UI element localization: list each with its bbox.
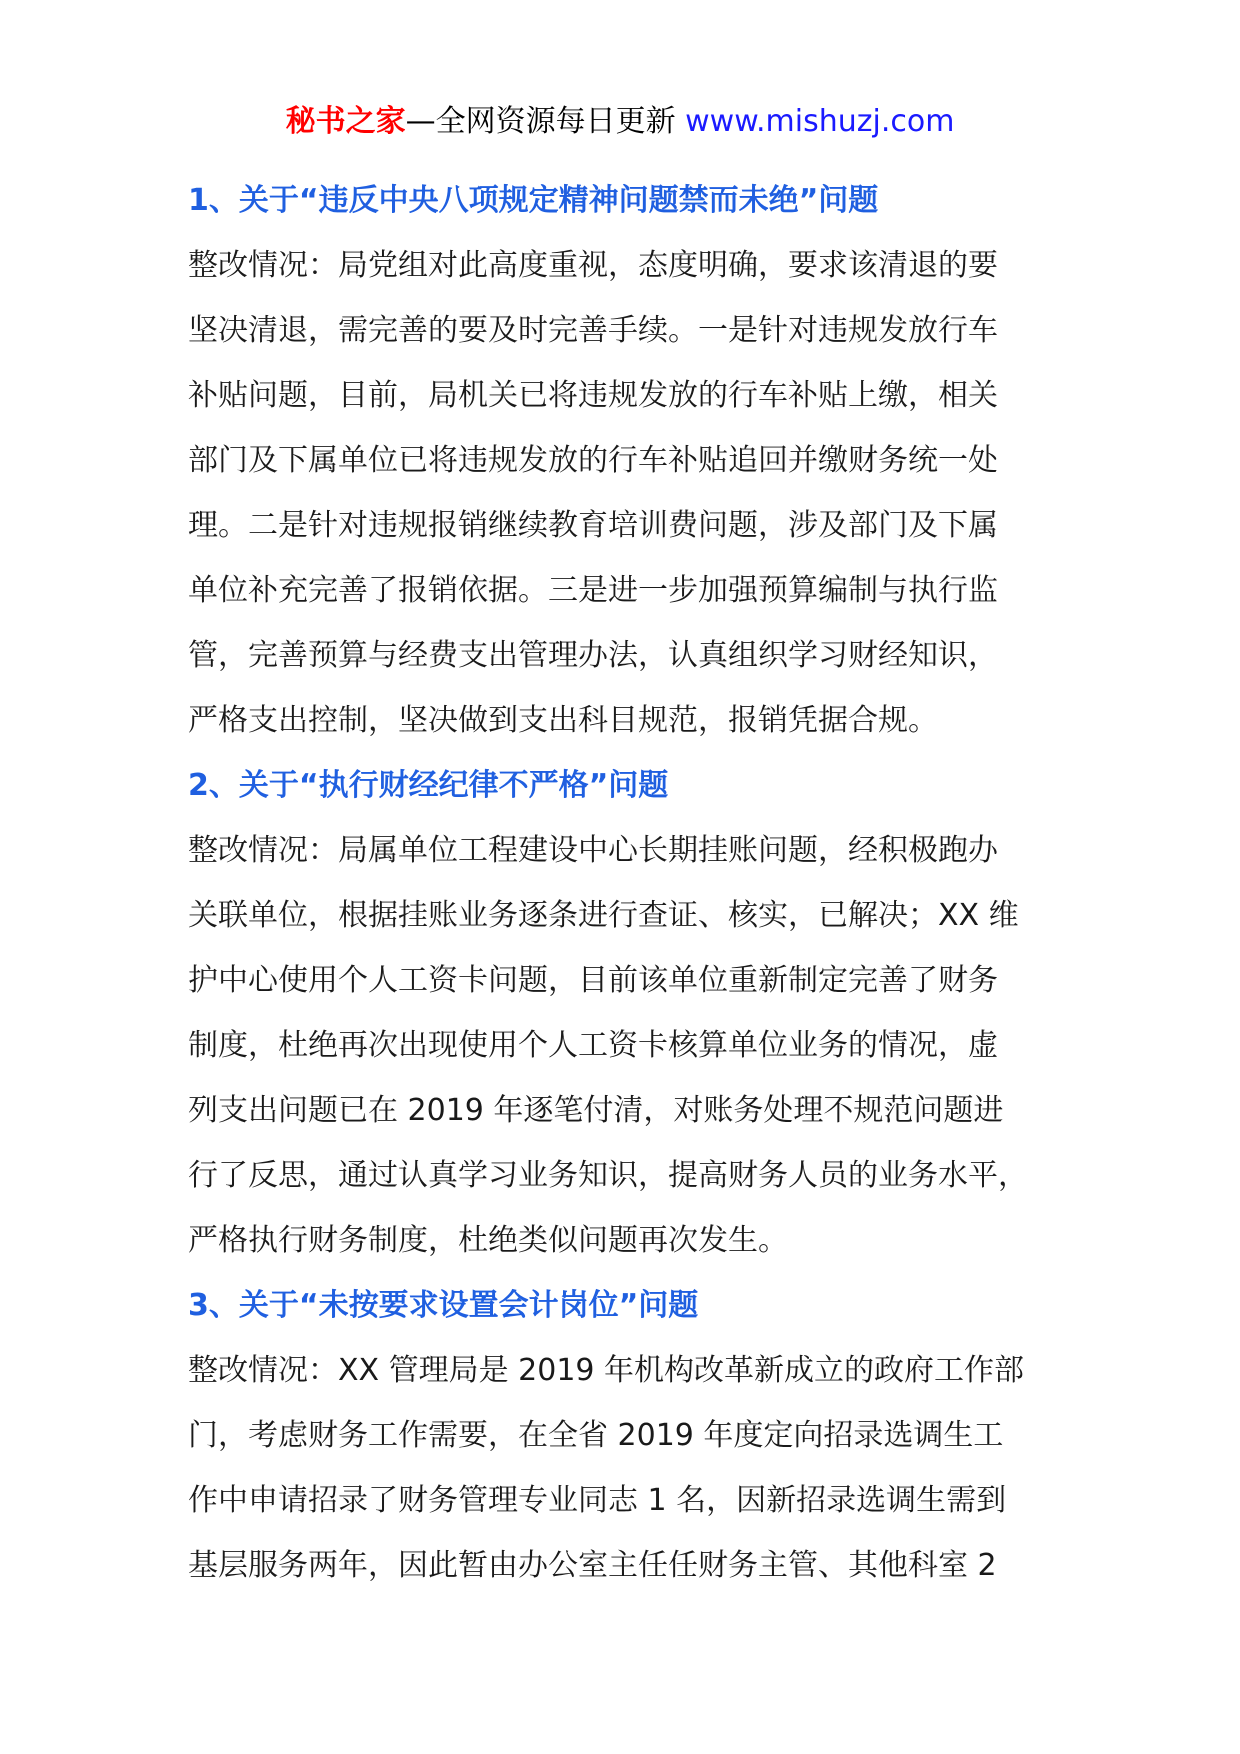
paragraph-line: 坚决清退，需完善的要及时完善手续。一是针对违规发放行车 [188, 313, 998, 348]
paragraph-line: 整改情况：XX 管理局是 2019 年机构改革新成立的政府工作部 [188, 1353, 1025, 1388]
section-heading: 2、关于“执行财经纪律不严格”问题 [188, 768, 669, 803]
paragraph-line: 基层服务两年，因此暂由办公室主任任财务主管、其他科室 2 [188, 1548, 997, 1583]
paragraph-line: 整改情况：局属单位工程建设中心长期挂账问题，经积极跑办 [188, 833, 998, 868]
paragraph-line: 护中心使用个人工资卡问题，目前该单位重新制定完善了财务 [188, 963, 998, 998]
section-paragraph [188, 818, 1068, 1273]
brand-name: 秘书之家 [285, 104, 406, 139]
paragraph-line: 补贴问题，目前，局机关已将违规发放的行车补贴上缴，相关 [188, 378, 998, 413]
paragraph-line: 严格支出控制，坚决做到支出科目规范，报销凭据合规。 [188, 703, 938, 738]
section-paragraph [188, 233, 1068, 753]
paragraph-line: 单位补充完善了报销依据。三是进一步加强预算编制与执行监 [188, 573, 998, 608]
header-slogan: —全网资源每日更新 [405, 104, 676, 139]
paragraph-line: 制度，杜绝再次出现使用个人工资卡核算单位业务的情况，虚 [188, 1028, 998, 1063]
website-link[interactable]: www.mishuzj.com [685, 104, 955, 139]
paragraph-line: 列支出问题已在 2019 年逐笔付清，对账务处理不规范问题进 [188, 1093, 1004, 1128]
section-2 [188, 753, 1068, 1273]
paragraph-line: 门，考虑财务工作需要，在全省 2019 年度定向招录选调生工 [188, 1418, 1004, 1453]
paragraph-line: 理。二是针对违规报销继续教育培训费问题，涉及部门及下属 [188, 508, 998, 543]
section-heading: 3、关于“未按要求设置会计岗位”问题 [188, 1288, 699, 1323]
section-paragraph [188, 1338, 1068, 1598]
paragraph-line: 严格执行财务制度，杜绝类似问题再次发生。 [188, 1223, 788, 1258]
section-1 [188, 168, 1068, 753]
paragraph-line: 部门及下属单位已将违规发放的行车补贴追回并缴财务统一处 [188, 443, 998, 478]
paragraph-line: 行了反思，通过认真学习业务知识，提高财务人员的业务水平， [188, 1158, 1028, 1193]
page-header [0, 98, 1240, 146]
paragraph-line: 整改情况：局党组对此高度重视，态度明确，要求该清退的要 [188, 248, 998, 283]
section-3 [188, 1273, 1068, 1598]
paragraph-line: 作中申请招录了财务管理专业同志 1 名，因新招录选调生需到 [188, 1483, 1007, 1518]
paragraph-line: 管，完善预算与经费支出管理办法，认真组织学习财经知识， [188, 638, 998, 673]
paragraph-line: 关联单位，根据挂账业务逐条进行查证、核实，已解决；XX 维 [188, 898, 1019, 933]
document-body [188, 168, 1068, 1598]
section-heading: 1、关于“违反中央八项规定精神问题禁而未绝”问题 [188, 183, 879, 218]
